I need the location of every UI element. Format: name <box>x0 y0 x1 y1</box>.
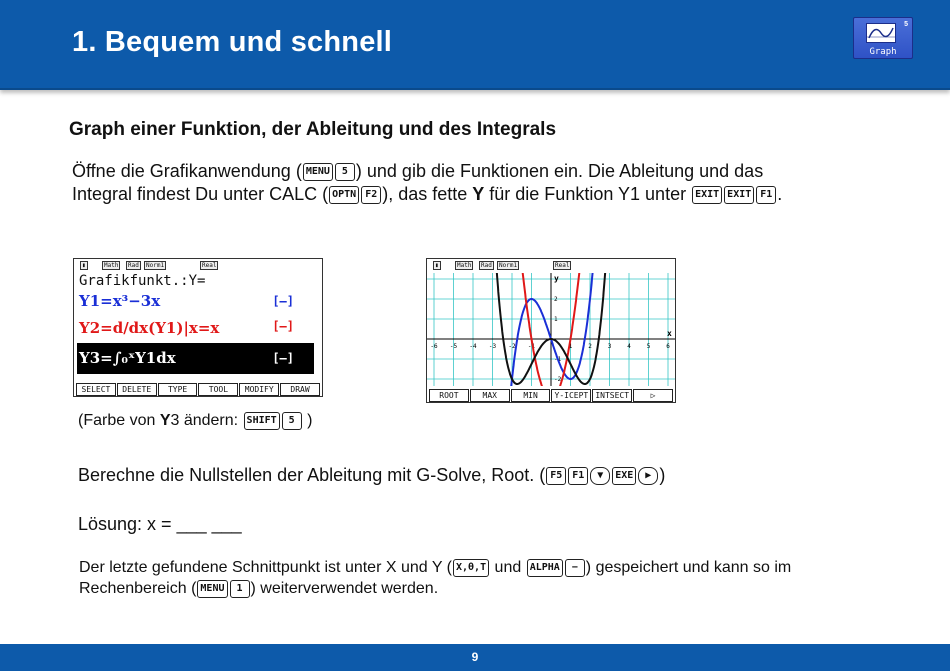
footer-bar <box>0 644 950 671</box>
menu-key: MENU <box>197 580 227 598</box>
softkey-select: SELECT <box>76 383 116 396</box>
bold-y: Y <box>159 412 171 429</box>
solution-line: Lösung: x = ___ ___ <box>78 514 242 534</box>
intro-text: ), das fette <box>382 184 473 204</box>
function-graph <box>427 273 675 386</box>
softkey-bar <box>427 389 675 402</box>
softkey-modify: MODIFY <box>239 383 279 396</box>
x-tick-label: -5 <box>449 343 458 350</box>
intro-text: Öffne die Grafikanwendung ( <box>72 161 302 181</box>
note-text: ) gespeichert und kann so im <box>585 559 792 576</box>
battery-icon: ▮ <box>82 262 86 269</box>
alpha-key: ALPHA <box>527 559 563 577</box>
intro-text: ) und gib die Funktionen ein. Die Ableitung und das <box>355 161 764 181</box>
x-tick-label: -4 <box>469 343 477 350</box>
note-text: und <box>490 559 526 576</box>
x-tick-label: -6 <box>430 343 438 350</box>
y2-style: [—] <box>272 319 294 333</box>
key-5: 5 <box>282 412 302 430</box>
y-tick-label: -1 <box>554 356 562 363</box>
x-tick-label: -2 <box>508 343 516 350</box>
x-tick-label: 3 <box>607 343 612 350</box>
note-text: ) weiterverwendet werden. <box>250 580 439 597</box>
status-norm: Norm1 <box>146 262 165 269</box>
softkey-draw: DRAW <box>280 383 320 396</box>
status-math: Math <box>104 262 119 269</box>
page-title: 1. Bequem und schnell <box>72 26 393 58</box>
x-axis-label: x <box>667 329 672 338</box>
f2-key: F2 <box>361 186 381 204</box>
exe-key: EXE <box>612 467 636 485</box>
y3-style: [—] <box>272 351 294 365</box>
y-tick-label: -2 <box>554 376 562 383</box>
menu-key: MENU <box>303 163 333 181</box>
color-note <box>78 410 312 431</box>
section-subtitle: Graph einer Funktion, der Ableitung und des Integrals <box>69 119 557 140</box>
shift-key: SHIFT <box>244 412 280 430</box>
y-tick-label: 2 <box>554 296 558 303</box>
header-bar <box>0 0 950 90</box>
screen-heading: Grafikfunkt.:Y= <box>79 273 206 289</box>
status-rad: Rad <box>128 262 139 269</box>
function-y2: Y2=d/dx(Y1)|x=x <box>79 319 220 337</box>
task-line <box>78 464 665 487</box>
note-text: 3 ändern: <box>170 412 243 429</box>
storage-note <box>79 557 879 599</box>
softkey-tool: TOOL <box>198 383 238 396</box>
y1-style: [—] <box>272 294 294 308</box>
status-bar <box>427 259 675 272</box>
x-tick-label: 2 <box>588 343 592 350</box>
x-tick-label: -1 <box>527 343 536 350</box>
page-number: 9 <box>471 650 479 664</box>
note-text: Der letzte gefundene Schnittpunkt ist unter X und Y ( <box>79 559 452 576</box>
key-5: 5 <box>335 163 355 181</box>
x-tick-label: 1 <box>568 343 573 350</box>
softkey-max: MAX <box>470 389 510 402</box>
status-real: Real <box>202 262 217 269</box>
softkey-next: ▷ <box>633 389 673 402</box>
right-arrow-key: ▶ <box>638 467 658 485</box>
intro-text: Integral findest Du unter CALC ( <box>72 184 329 204</box>
y-axis-label: y <box>554 274 559 283</box>
y-tick-label: 1 <box>554 316 558 323</box>
graph-icon-badge: 5 <box>904 21 908 28</box>
x-tick-label: 6 <box>666 343 670 350</box>
minus-key: − <box>565 559 585 577</box>
softkey-delete: DELETE <box>117 383 157 396</box>
x-tick-label: 4 <box>627 343 631 350</box>
task-text: ) <box>659 465 666 485</box>
status-math: Math <box>457 262 472 269</box>
graph-app-icon <box>853 17 913 59</box>
status-bar <box>74 259 322 272</box>
status-rad: Rad <box>481 262 492 269</box>
softkey-root: ROOT <box>429 389 469 402</box>
key-1: 1 <box>230 580 250 598</box>
note-text: ) <box>307 412 313 429</box>
intro-text: . <box>777 184 783 204</box>
intro-paragraph <box>72 160 892 206</box>
down-arrow-key: ▼ <box>590 467 610 485</box>
softkey-min: MIN <box>511 389 551 402</box>
exit-key: EXIT <box>692 186 722 204</box>
graph-icon-label: Graph <box>869 47 897 57</box>
battery-icon: ▮ <box>435 262 439 269</box>
task-text: Berechne die Nullstellen der Ableitung mit G-Solve, Root. ( <box>78 465 546 485</box>
f1-key: F1 <box>568 467 588 485</box>
status-real: Real <box>555 262 570 269</box>
x-tick-label: -3 <box>488 343 497 350</box>
softkey-yicept: Y-ICEPT <box>551 389 591 402</box>
function-y1: Y1=x³−3x <box>79 292 161 310</box>
optn-key: OPTN <box>329 186 359 204</box>
note-text: (Farbe von <box>78 412 160 429</box>
x-tick-label: 5 <box>646 343 651 350</box>
intro-text: für die Funktion Y1 unter <box>484 184 692 204</box>
softkey-type: TYPE <box>158 383 198 396</box>
calculator-screen-functions <box>73 258 323 397</box>
f1-key: F1 <box>756 186 776 204</box>
status-norm: Norm1 <box>499 262 518 269</box>
xthetat-key: X,θ,T <box>453 559 489 577</box>
bold-y: Y <box>472 184 485 204</box>
function-y3: Y3=∫₀ˣY1dx <box>79 349 176 367</box>
graph-screen-icon <box>866 23 896 43</box>
f5-key: F5 <box>546 467 566 485</box>
softkey-bar <box>74 383 322 396</box>
softkey-intsect: INTSECT <box>592 389 632 402</box>
note-text: Rechenbereich ( <box>79 580 197 597</box>
calculator-screen-graph <box>426 258 676 403</box>
exit-key: EXIT <box>724 186 754 204</box>
